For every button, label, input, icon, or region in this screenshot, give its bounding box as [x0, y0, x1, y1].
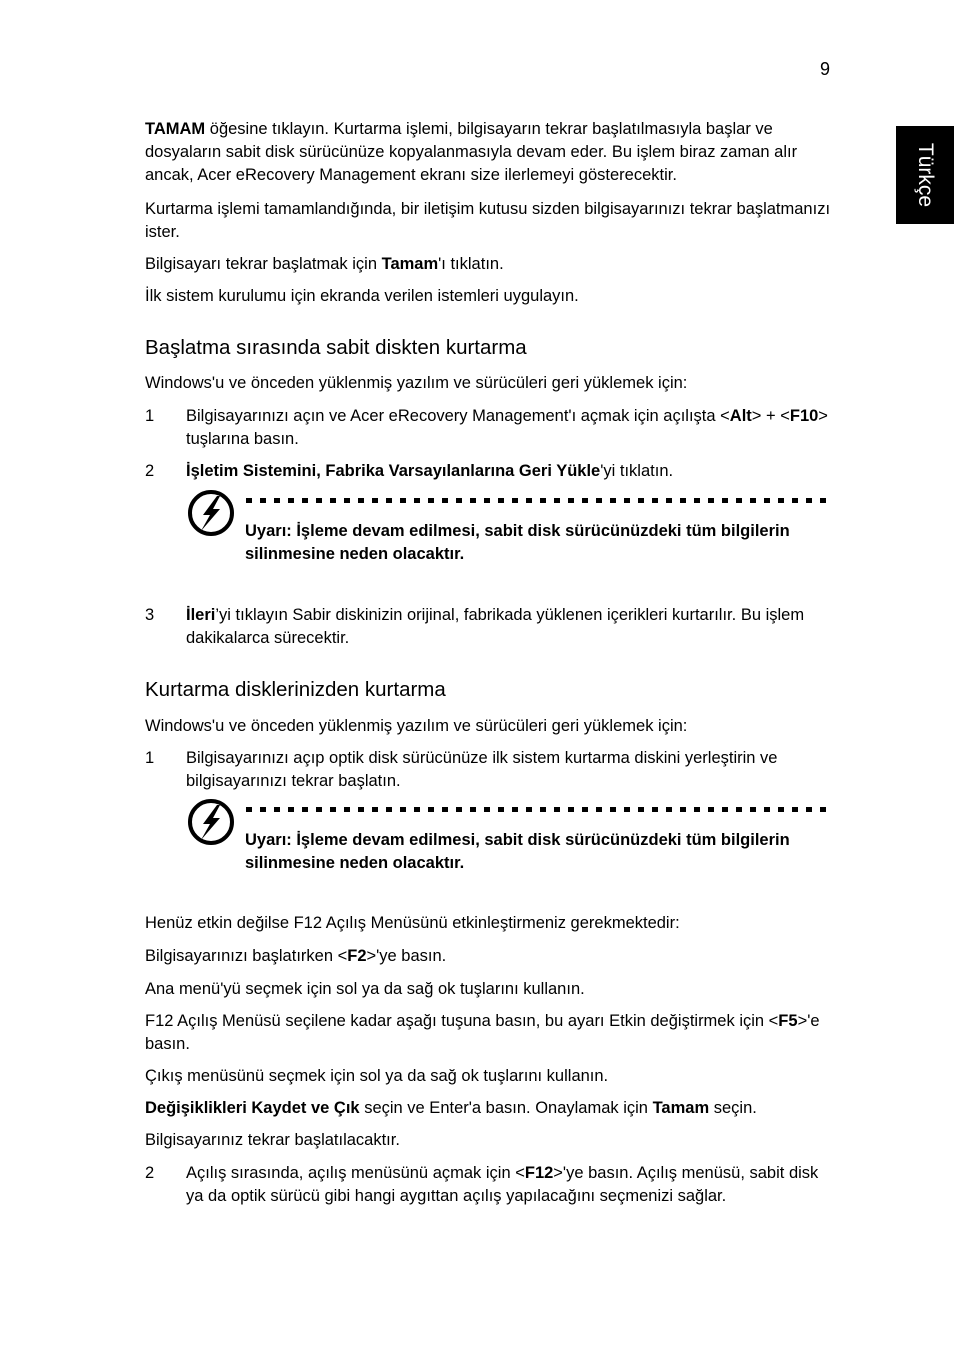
list-text — [186, 460, 831, 483]
text: seçin. — [709, 1099, 757, 1117]
warning-lightning-icon — [186, 488, 236, 538]
text: 'yi tıklatın. — [600, 462, 674, 480]
paragraph — [145, 1010, 833, 1056]
paragraph — [145, 1097, 833, 1120]
list-text — [186, 405, 831, 451]
paragraph: Ana menü'yü seçmek için sol ya da sağ ok tuşlarını kullanın. — [145, 980, 585, 998]
key-name: F2 — [347, 947, 367, 965]
bold-term: İşletim Sistemini, Fabrika Varsayılanlarına Geri Yükle — [186, 462, 601, 480]
bold-term: Tamam — [652, 1099, 710, 1117]
list-text — [186, 604, 831, 650]
text: Bilgisayarınızı açın ve Acer eRecovery Management'ı açmak için açılışta < — [186, 407, 730, 425]
text: F12 Açılış Menüsü seçilene kadar aşağı tuşuna basın, bu ayarı Etkin değiştirmek için < — [145, 1012, 779, 1030]
text: > + < — [751, 407, 790, 425]
bold-term: Tamam — [381, 255, 439, 273]
intro-paragraph-4: İlk sistem kurulumu için ekranda verilen istemleri uygulayın. — [145, 287, 579, 305]
list-number: 2 — [145, 462, 155, 480]
text: Bilgisayarınızı başlatırken < — [145, 947, 348, 965]
paragraph: Henüz etkin değilse F12 Açılış Menüsünü etkinleştirmeniz gerekmektedir: — [145, 914, 680, 932]
list-number: 1 — [145, 749, 155, 767]
text: öğesine tıklayın. Kurtarma işlemi, bilgisayarın tekrar başlatılmasıyla başlar ve dosyaların sabit disk sürücünüze kopyalanmasıyla devam eder. Bu işlem biraz zaman alır ancak, Acer eRecovery Management ekranı size ilerlemeyi gösterecektir. — [145, 120, 798, 184]
bold-term: İleri — [186, 606, 216, 624]
text: ’yi tıklayın Sabir diskinizin orijinal, fabrikada yüklenen içerikleri kurtarılır. Bu işlem dakikalarca sürecektir. — [186, 606, 805, 647]
paragraph — [145, 945, 833, 968]
list-text: Bilgisayarınızı açıp optik disk sürücünüze ilk sistem kurtarma diskini yerleştirin ve bilgisayarınızı tekrar başlatın. — [186, 749, 778, 790]
paragraph: Çıkış menüsünü seçmek için sol ya da sağ ok tuşlarını kullanın. — [145, 1067, 609, 1085]
intro-paragraph-3 — [145, 253, 833, 276]
dotted-divider — [246, 498, 832, 503]
section-lead: Windows'u ve önceden yüklenmiş yazılım ve sürücüleri geri yüklemek için: — [145, 374, 688, 392]
language-tab — [896, 126, 954, 224]
text: 'ı tıklatın. — [438, 255, 504, 273]
warning-note — [186, 488, 832, 568]
warning-lightning-icon — [186, 797, 236, 847]
bold-term: TAMAM — [145, 120, 206, 138]
text: >'ye basın. — [366, 947, 447, 965]
list-number: 2 — [145, 1164, 155, 1182]
intro-paragraph-2: Kurtarma işlemi tamamlandığında, bir iletişim kutusu sizden bilgisayarınızı tekrar başlatmanızı ister. — [145, 200, 831, 241]
text: seçin ve Enter'a basın. Onaylamak için — [359, 1099, 653, 1117]
section-heading-disc-recovery: Kurtarma disklerinizden kurtarma — [145, 678, 446, 701]
key-name: F5 — [778, 1012, 798, 1030]
text: Bilgisayarı tekrar başlatmak için — [145, 255, 382, 273]
key-name: F12 — [524, 1164, 554, 1182]
warning-note — [186, 797, 832, 877]
key-name: Alt — [729, 407, 752, 425]
text: >'ye basın. Açılış menüsü, sabit disk ya da optik sürücü gibi hangi aygıttan açılış yapılacağını seçmenizi sağlar. — [186, 1164, 819, 1205]
dotted-divider — [246, 807, 832, 812]
intro-paragraph-1 — [145, 118, 833, 187]
bold-term: Değişiklikleri Kaydet ve Çık — [145, 1099, 360, 1117]
page-number: 9 — [819, 59, 830, 79]
warning-text: Uyarı: İşleme devam edilmesi, sabit disk sürücünüzdeki tüm bilgilerin silinmesine neden olacaktır. — [245, 522, 790, 563]
list-text — [186, 1162, 831, 1208]
key-name: F10 — [789, 407, 819, 425]
text: >'e basın. — [145, 1012, 820, 1053]
text: > tuşlarına basın. — [186, 407, 828, 448]
text: Açılış sırasında, açılış menüsünü açmak için < — [186, 1164, 525, 1182]
list-number: 3 — [145, 606, 155, 624]
section-lead: Windows'u ve önceden yüklenmiş yazılım ve sürücüleri geri yüklemek için: — [145, 717, 688, 735]
section-heading-hdd-recovery: Başlatma sırasında sabit diskten kurtarma — [145, 336, 527, 359]
language-tab-label: Türkçe — [914, 142, 937, 208]
list-number: 1 — [145, 407, 155, 425]
paragraph: Bilgisayarınız tekrar başlatılacaktır. — [145, 1131, 400, 1149]
warning-text: Uyarı: İşleme devam edilmesi, sabit disk sürücünüzdeki tüm bilgilerin silinmesine neden olacaktır. — [245, 831, 790, 872]
